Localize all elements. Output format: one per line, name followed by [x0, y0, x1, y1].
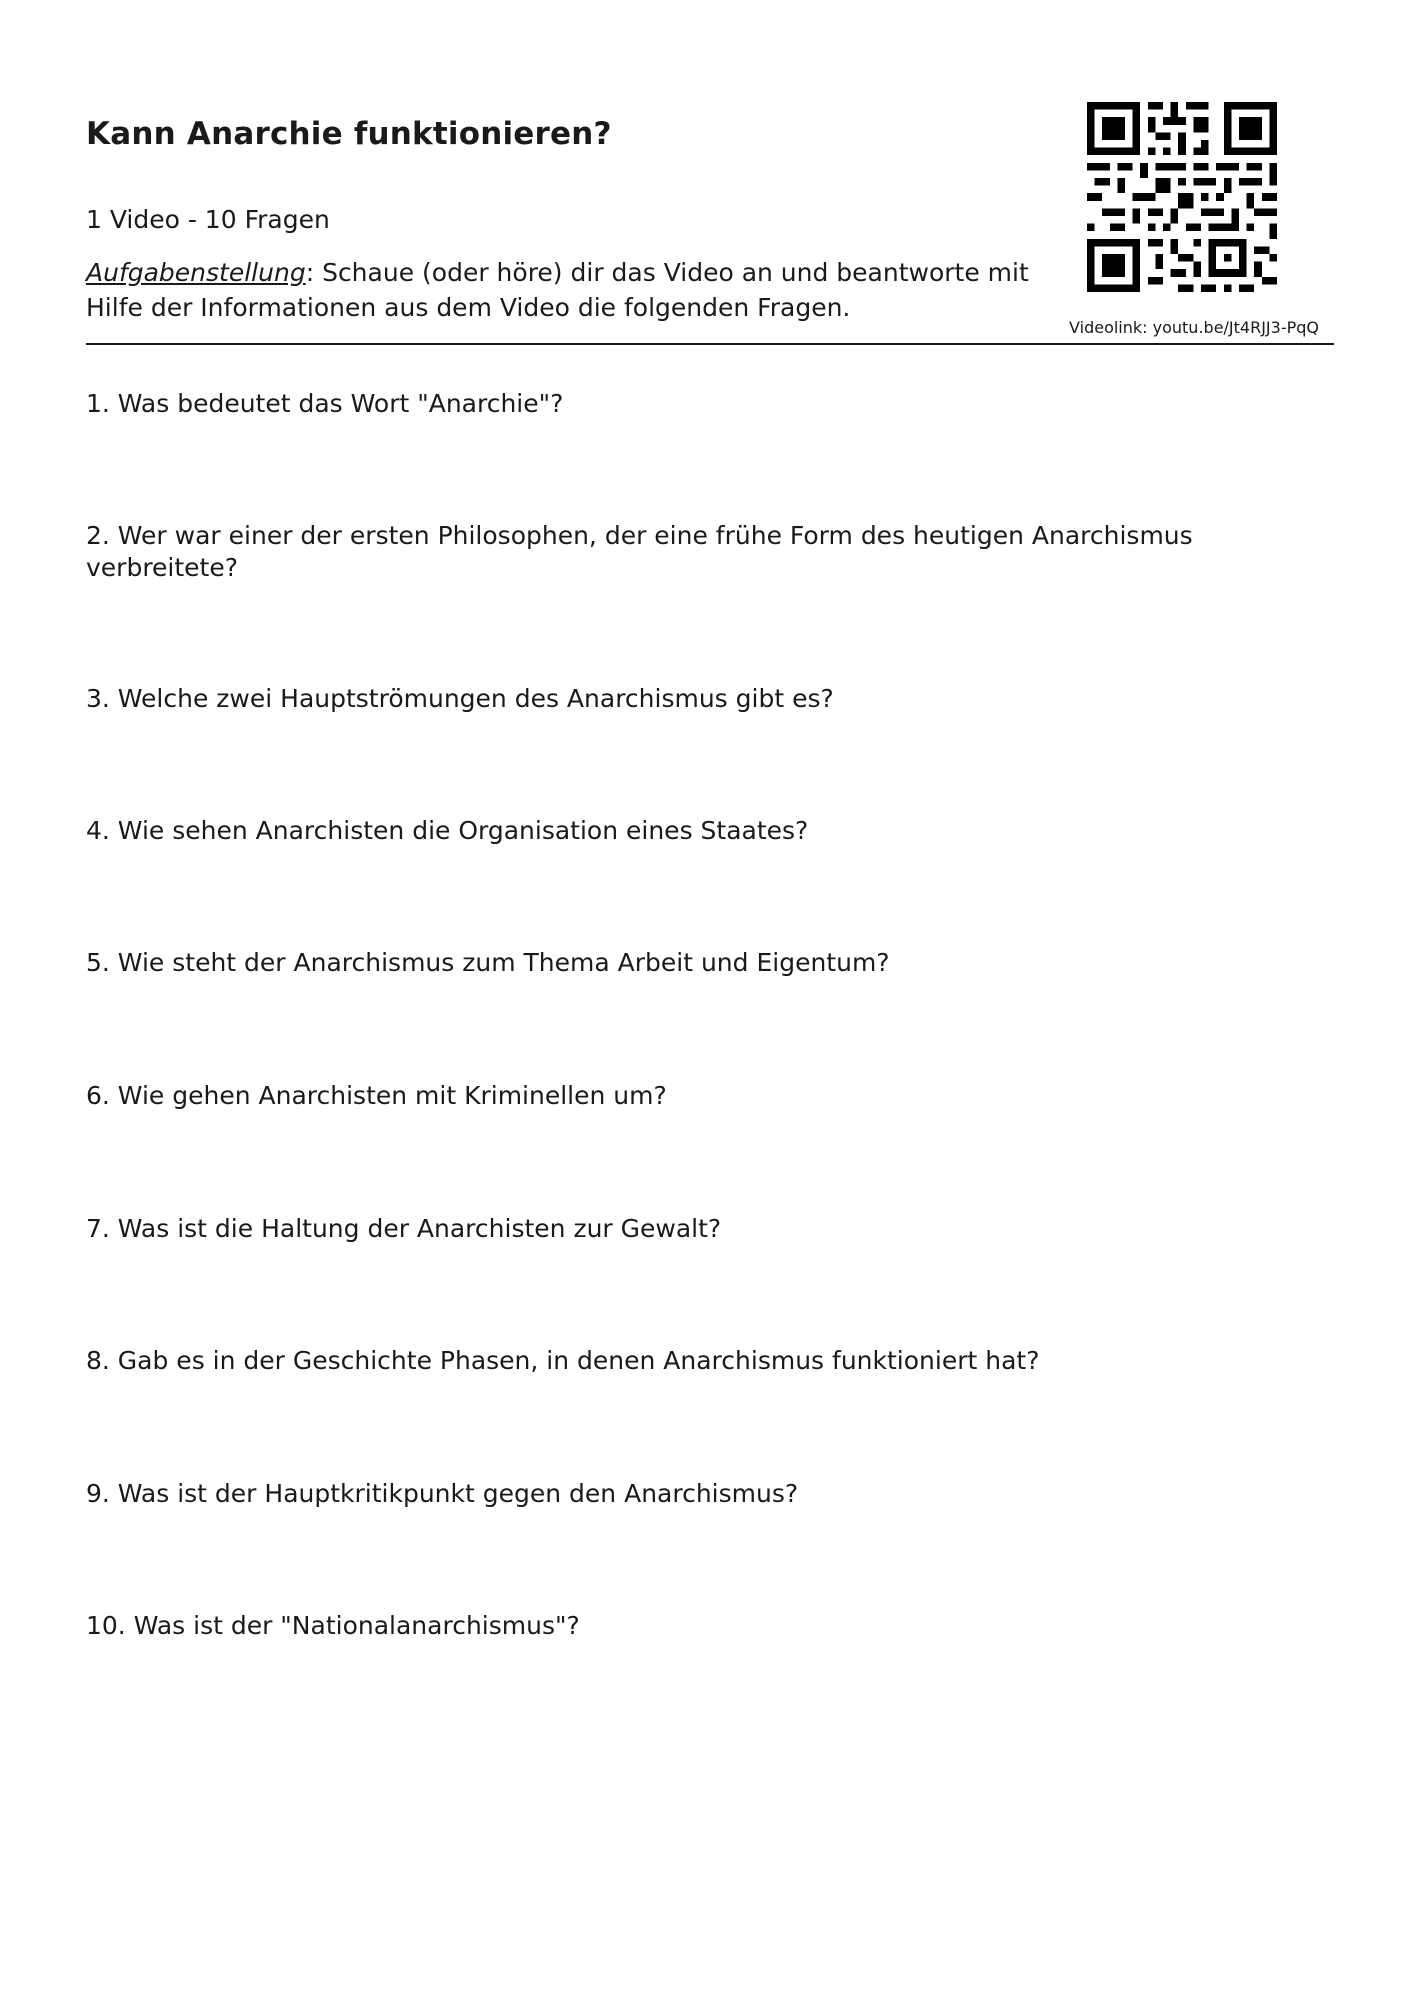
- question-7: 7. Was ist die Haltung der Anarchisten zur Gewalt?: [86, 1214, 722, 1243]
- instructions-label: Aufgabenstellung: [86, 258, 306, 287]
- question-2: 2. Wer war einer der ersten Philosophen, der eine frühe Form des heutigen Anarchismus verbreitete?: [86, 521, 1193, 582]
- question-5: 5. Wie steht der Anarchismus zum Thema Arbeit und Eigentum?: [86, 948, 890, 977]
- instructions: [86, 255, 1046, 325]
- question-6: 6. Wie gehen Anarchisten mit Kriminellen um?: [86, 1081, 667, 1110]
- question-9: 9. Was ist der Hauptkritikpunkt gegen den Anarchismus?: [86, 1479, 799, 1508]
- worksheet-subtitle: 1 Video - 10 Fragen: [86, 205, 330, 234]
- question-10: 10. Was ist der "Nationalanarchismus"?: [86, 1611, 580, 1640]
- qr-code-icon[interactable]: [1087, 102, 1277, 292]
- worksheet-title: Kann Anarchie funktionieren?: [86, 116, 612, 152]
- question-1: 1. Was bedeutet das Wort "Anarchie"?: [86, 389, 564, 418]
- question-8: 8. Gab es in der Geschichte Phasen, in denen Anarchismus funktioniert hat?: [86, 1346, 1040, 1375]
- question-3: 3. Welche zwei Hauptströmungen des Anarchismus gibt es?: [86, 684, 834, 713]
- instructions-text: : Schaue (oder höre) dir das Video an und beantworte mit Hilfe der Informationen aus dem Video die folgenden Fragen.: [86, 258, 1029, 322]
- header-divider: [86, 343, 1334, 345]
- question-4: 4. Wie sehen Anarchisten die Organisation eines Staates?: [86, 816, 809, 845]
- video-link[interactable]: Videolink: youtu.be/Jt4RJJ3-PqQ: [1069, 318, 1319, 337]
